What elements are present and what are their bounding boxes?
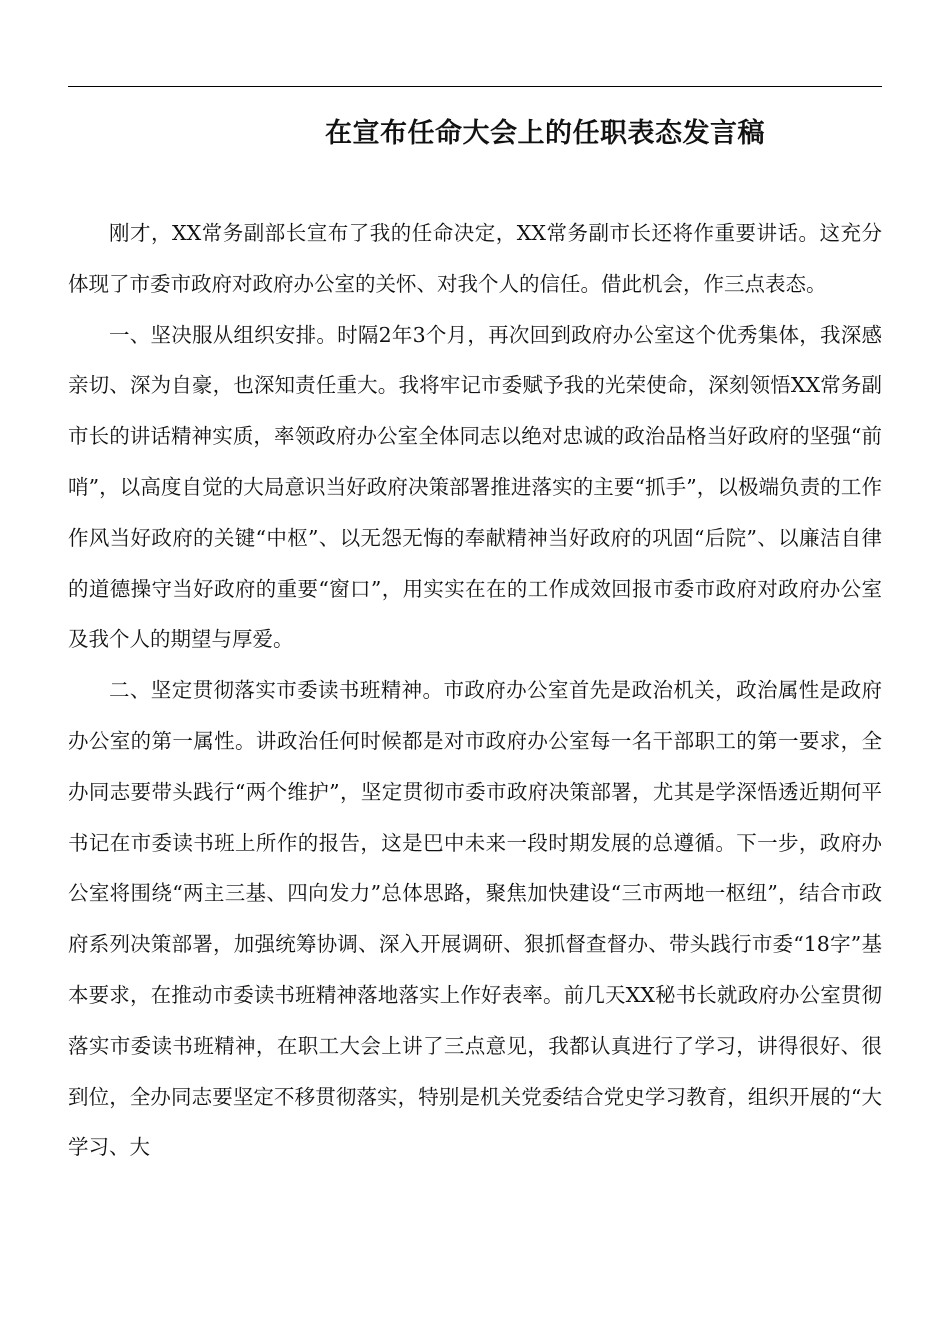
header-rule bbox=[68, 86, 882, 87]
paragraph-point-one: 一、坚决服从组织安排。时隔2年3个月，再次回到政府办公室这个优秀集体，我深感亲切、深为自豪，也深知责任重大。我将牢记市委赋予我的光荣使命，深刻领悟XX常务副市长的讲话精神实质，率领政府办公室全体同志以绝对忠诚的政治品格当好政府的坚强“前哨”，以高度自觉的大局意识当好政府决策部署推进落实的主要“抓手”，以极端负责的工作作风当好政府的关键“中枢”、以无怨无悔的奉献精神当好政府的巩固“后院”、以廉洁自律的道德操守当好政府的重要“窗口”，用实实在在的工作成效回报市委市政府对政府办公室及我个人的期望与厚爱。 bbox=[68, 322, 882, 652]
paragraph-intro: 刚才，XX常务副部长宣布了我的任命决定，XX常务副市长还将作重要讲话。这充分体现了市委市政府对政府办公室的关怀、对我个人的信任。借此机会，作三点表态。 bbox=[68, 221, 882, 296]
document-title: 在宣布任命大会上的任职表态发言稿 bbox=[325, 118, 765, 150]
document-body bbox=[68, 208, 882, 1173]
paragraph-point-two: 二、坚定贯彻落实市委读书班精神。市政府办公室首先是政治机关，政治属性是政府办公室的第一属性。讲政治任何时候都是对市政府办公室每一名干部职工的第一要求，全办同志要带头践行“两个维护”，坚定贯彻市委市政府决策部署，尤其是学深悟透近期何平书记在市委读书班上所作的报告，这是巴中未来一段时期发展的总遵循。下一步，政府办公室将围绕“两主三基、四向发力”总体思路，聚焦加快建设“三市两地一枢纽”，结合市政府系列决策部署，加强统筹协调、深入开展调研、狠抓督查督办、带头践行市委“18字”基本要求，在推动市委读书班精神落地落实上作好表率。前几天XX秘书长就政府办公室贯彻落实市委读书班精神，在职工大会上讲了三点意见，我都认真进行了学习，讲得很好、很到位，全办同志要坚定不移贯彻落实，特别是机关党委结合党史学习教育，组织开展的“大学习、大 bbox=[68, 678, 882, 1160]
